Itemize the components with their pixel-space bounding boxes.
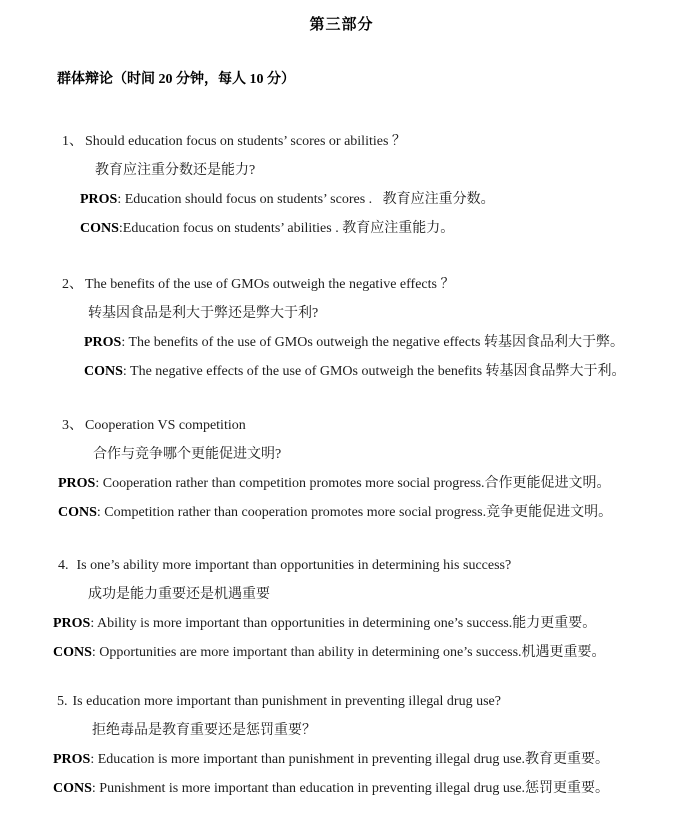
pros-label: PROS: [53, 752, 91, 767]
question-text: Is one’s ability more important than opportunities in determining his success?: [76, 558, 512, 573]
cons-text: : The negative effects of the use of GMOs outweigh the benefits 转基因食品弊大于利。: [122, 364, 626, 379]
cons-text: : Opportunities are more important than ability in determining one’s success.机遇更重要。: [91, 645, 606, 660]
cons-line: [0, 357, 683, 386]
cons-text: :Education focus on students’ abilities . 教育应注重能力。: [118, 221, 455, 236]
question-number: 2、: [62, 277, 83, 292]
question-translation: 成功是能力重要还是机遇重要: [88, 587, 270, 602]
pros-text: : Education should focus on students’ scores . 教育应注重分数。: [117, 192, 495, 207]
pros-label: PROS: [58, 476, 96, 491]
pros-line: [0, 328, 683, 357]
question-block: [0, 127, 683, 243]
question-block: [0, 551, 683, 667]
cons-line: [0, 774, 683, 803]
pros-line: [0, 745, 683, 774]
pros-line: [0, 469, 683, 498]
pros-label: PROS: [84, 335, 122, 350]
question-block: [0, 411, 683, 527]
question-translation: 转基因食品是利大于弊还是弊大于利?: [88, 306, 319, 321]
question-block: [0, 687, 683, 803]
pros-line: [0, 609, 683, 638]
pros-text: : The benefits of the use of GMOs outweigh the negative effects 转基因食品利大于弊。: [121, 335, 624, 350]
section-heading: 群体辩论（时间 20 分钟，每人 10 分）: [57, 72, 295, 87]
cons-line: [0, 498, 683, 527]
cons-text: : Competition rather than cooperation promotes more social progress.竞争更能促进文明。: [96, 505, 613, 520]
pros-text: : Ability is more important than opportunities in determining one’s success.能力更重要。: [90, 616, 597, 631]
question-text: Is education more important than punishment in preventing illegal drug use?: [72, 694, 501, 709]
question-line: [0, 270, 683, 299]
question-block: [0, 270, 683, 386]
pros-label: PROS: [80, 192, 118, 207]
question-number: 1、: [62, 134, 83, 149]
pros-label: PROS: [53, 616, 91, 631]
cons-label: CONS: [53, 645, 92, 660]
cons-line: [0, 638, 683, 667]
cons-label: CONS: [53, 781, 92, 796]
question-translation: 合作与竞争哪个更能促进文明?: [93, 447, 282, 462]
pros-line: [0, 185, 683, 214]
cons-text: : Punishment is more important than education in preventing illegal drug use.惩罚更重要。: [91, 781, 610, 796]
pros-text: : Education is more important than punishment in preventing illegal drug use.教育更重要。: [90, 752, 610, 767]
question-text: The benefits of the use of GMOs outweigh the negative effects ？: [85, 277, 455, 292]
document-title: 第三部分: [309, 17, 374, 33]
question-line: [0, 551, 683, 580]
cons-label: CONS: [58, 505, 97, 520]
question-number: 5.: [57, 694, 68, 709]
question-number: 3、: [62, 418, 83, 433]
cons-label: CONS: [80, 221, 119, 236]
question-line: [0, 411, 683, 440]
pros-text: : Cooperation rather than competition promotes more social progress.合作更能促进文明。: [95, 476, 611, 491]
question-line: [0, 687, 683, 716]
question-translation: 拒绝毒品是教育重要还是惩罚重要？: [92, 723, 316, 738]
cons-line: [0, 214, 683, 243]
question-translation: 教育应注重分数还是能力?: [95, 163, 256, 178]
question-text: Cooperation VS competition: [85, 418, 246, 433]
question-line: [0, 127, 683, 156]
cons-label: CONS: [84, 364, 123, 379]
question-text: Should education focus on students’ scores or abilities ？: [85, 134, 406, 149]
question-number: 4.: [58, 558, 69, 573]
